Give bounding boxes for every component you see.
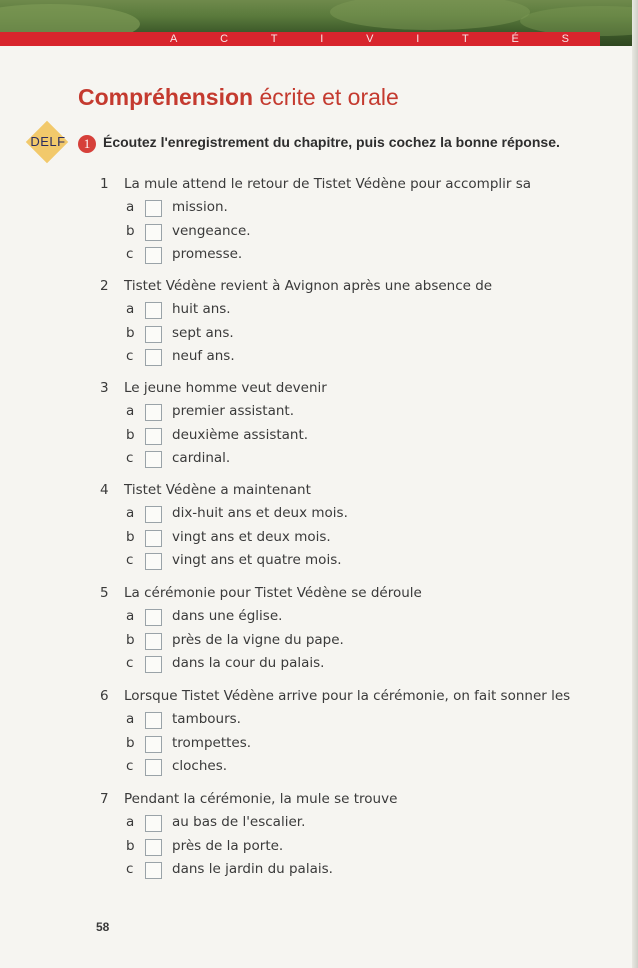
option-letter: b <box>126 426 135 443</box>
option-text: dix-huit ans et deux mois. <box>172 505 348 521</box>
answer-checkbox[interactable] <box>145 633 162 650</box>
option-text: vingt ans et deux mois. <box>172 528 331 545</box>
question-text: Tistet Védène a maintenant <box>124 482 311 498</box>
title-bold: Compréhension <box>78 84 254 110</box>
option-letter: b <box>126 837 135 854</box>
answer-checkbox[interactable] <box>145 862 162 879</box>
option-letter: a <box>126 608 135 624</box>
option-text: tambours. <box>172 711 241 727</box>
option-text: promesse. <box>172 246 243 262</box>
answer-checkbox[interactable] <box>145 553 162 570</box>
option-letter: a <box>126 199 135 215</box>
option-letter: b <box>126 324 135 341</box>
answer-checkbox[interactable] <box>145 530 162 547</box>
option-text: cloches. <box>172 758 228 774</box>
question-text: Le jeune homme veut devenir <box>124 380 327 396</box>
answer-checkbox[interactable] <box>145 506 162 523</box>
answer-checkbox[interactable] <box>145 224 162 241</box>
option-text: dans la cour du palais. <box>172 655 325 671</box>
option-text: trompettes. <box>172 734 252 751</box>
question-number: 7 <box>100 791 109 807</box>
option-letter: a <box>126 814 135 830</box>
answer-checkbox[interactable] <box>145 326 162 343</box>
question-text: La mule attend le retour de Tistet Védène pour accomplir sa <box>124 176 532 192</box>
option-text: deuxième assistant. <box>172 426 309 443</box>
answer-checkbox[interactable] <box>145 609 162 626</box>
option-text: vingt ans et quatre mois. <box>172 552 342 568</box>
question-number: 4 <box>100 482 109 498</box>
header-banner <box>0 0 638 46</box>
section-title <box>78 84 399 111</box>
question-number: 2 <box>100 278 109 294</box>
page-edge <box>632 0 638 968</box>
answer-checkbox[interactable] <box>145 451 162 468</box>
question-number: 5 <box>100 585 109 601</box>
answer-checkbox[interactable] <box>145 656 162 673</box>
question-text: Pendant la cérémonie, la mule se trouve <box>124 791 398 807</box>
option-letter: c <box>126 552 134 568</box>
option-text: sept ans. <box>172 324 234 341</box>
option-letter: b <box>126 631 135 648</box>
question-number: 6 <box>100 688 109 704</box>
option-text: cardinal. <box>172 450 231 466</box>
option-letter: a <box>126 505 135 521</box>
option-text: huit ans. <box>172 301 231 317</box>
activities-letter: C <box>220 33 230 45</box>
answer-checkbox[interactable] <box>145 428 162 445</box>
activities-letter: T <box>270 33 279 45</box>
option-text: premier assistant. <box>172 403 295 419</box>
activities-letter: V <box>366 33 375 45</box>
option-letter: c <box>126 861 134 877</box>
option-text: au bas de l'escalier. <box>172 814 306 830</box>
title-light: écrite et orale <box>259 84 399 110</box>
answer-checkbox[interactable] <box>145 200 162 217</box>
option-text: vengeance. <box>172 222 251 239</box>
activities-letter: I <box>320 33 325 45</box>
option-letter: b <box>126 528 135 545</box>
answer-checkbox[interactable] <box>145 302 162 319</box>
activities-letter: S <box>561 33 570 45</box>
option-text: dans une église. <box>172 608 283 624</box>
question-number: 1 <box>100 176 109 192</box>
question-number: 3 <box>100 380 109 396</box>
option-letter: c <box>126 348 134 364</box>
activities-letter: I <box>416 33 421 45</box>
option-letter: a <box>126 403 135 419</box>
option-letter: c <box>126 246 134 262</box>
answer-checkbox[interactable] <box>145 712 162 729</box>
question-text: Tistet Védène revient à Avignon après une absence de <box>124 278 493 294</box>
delf-badge: DELF <box>30 134 66 149</box>
option-text: dans le jardin du palais. <box>172 861 333 877</box>
question-text: La cérémonie pour Tistet Védène se déroule <box>124 585 422 601</box>
option-letter: c <box>126 758 134 774</box>
activities-letter: T <box>462 33 470 45</box>
option-letter: b <box>126 222 135 239</box>
option-letter: c <box>126 655 134 671</box>
option-letter: c <box>126 450 134 466</box>
question-text: Lorsque Tistet Védène arrive pour la cérémonie, on fait sonner les <box>124 688 571 704</box>
exercise-number: 1 <box>78 135 96 153</box>
answer-checkbox[interactable] <box>145 349 162 366</box>
option-text: neuf ans. <box>172 348 235 364</box>
landscape-hill <box>330 0 530 30</box>
answer-checkbox[interactable] <box>145 839 162 856</box>
option-letter: b <box>126 734 135 751</box>
option-text: mission. <box>172 199 228 215</box>
answer-checkbox[interactable] <box>145 759 162 776</box>
option-text: près de la vigne du pape. <box>172 631 344 648</box>
answer-checkbox[interactable] <box>145 247 162 264</box>
exercise-instruction: Écoutez l'enregistrement du chapitre, puis cochez la bonne réponse. <box>103 134 560 150</box>
activities-letter: A <box>170 33 179 45</box>
option-letter: a <box>126 711 135 727</box>
option-text: près de la porte. <box>172 837 284 854</box>
answer-checkbox[interactable] <box>145 736 162 753</box>
activities-label <box>170 32 570 46</box>
answer-checkbox[interactable] <box>145 815 162 832</box>
page-number: 58 <box>96 920 110 934</box>
answer-checkbox[interactable] <box>145 404 162 421</box>
option-letter: a <box>126 301 135 317</box>
activities-letter: É <box>511 33 520 45</box>
